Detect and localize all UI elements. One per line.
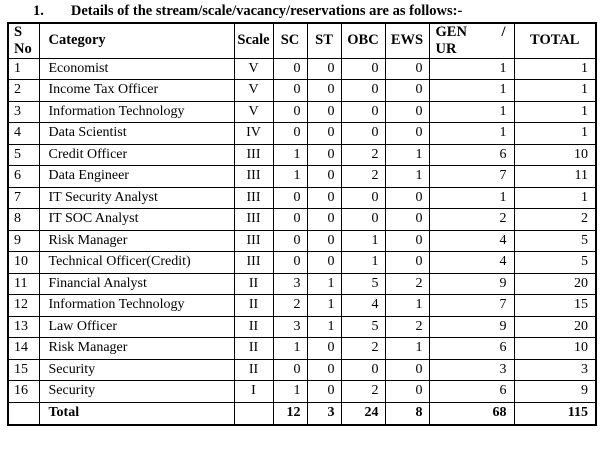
total-row — [8, 402, 596, 425]
cell-obc: 0 — [341, 359, 385, 381]
table-row — [8, 316, 596, 338]
table-row — [8, 252, 596, 274]
table-row — [8, 101, 596, 123]
cell-s-no: 8 — [8, 209, 39, 231]
cell-scale: II — [234, 359, 273, 381]
cell-gen-ur: 9 — [429, 316, 514, 338]
cell-sc: 1 — [273, 144, 307, 166]
cell-category: IT Security Analyst — [39, 187, 234, 209]
cell-category: Data Scientist — [39, 123, 234, 145]
cell-scale: II — [234, 316, 273, 338]
cell-gen-ur: 4 — [429, 252, 514, 274]
cell-gen-ur: 4 — [429, 230, 514, 252]
cell-obc: 2 — [341, 166, 385, 188]
cell-sc: 1 — [273, 166, 307, 188]
cell-ews: 1 — [385, 338, 429, 360]
cell-obc: 0 — [341, 80, 385, 102]
cell-ews: 0 — [385, 101, 429, 123]
cell-s-no: 15 — [8, 359, 39, 381]
table-row — [8, 209, 596, 231]
header-ews: EWS — [385, 23, 429, 58]
cell-gen-ur: 6 — [429, 381, 514, 403]
cell-scale: I — [234, 381, 273, 403]
cell-gen-ur: 1 — [429, 58, 514, 80]
cell-scale: III — [234, 187, 273, 209]
cell-st: 0 — [307, 80, 341, 102]
cell-total: 1 — [514, 187, 596, 209]
cell-ews: 0 — [385, 123, 429, 145]
cell-s-no: 7 — [8, 187, 39, 209]
cell-sc: 1 — [273, 338, 307, 360]
header-gen-label: GEN — [435, 24, 467, 41]
cell-obc: 5 — [341, 316, 385, 338]
cell-total: 2 — [514, 209, 596, 231]
cell-st: 1 — [307, 316, 341, 338]
table-row — [8, 230, 596, 252]
table-row — [8, 359, 596, 381]
cell-sc: 0 — [273, 252, 307, 274]
cell-ews: 0 — [385, 80, 429, 102]
cell-ews: 1 — [385, 166, 429, 188]
cell-st: 0 — [307, 338, 341, 360]
cell-ews: 0 — [385, 209, 429, 231]
cell-category: Information Technology — [39, 295, 234, 317]
cell-total: 20 — [514, 316, 596, 338]
cell-gen-ur: 7 — [429, 295, 514, 317]
cell-category: Data Engineer — [39, 166, 234, 188]
cell-total: 1 — [514, 101, 596, 123]
cell-category: Financial Analyst — [39, 273, 234, 295]
cell-s-no: 16 — [8, 381, 39, 403]
header-s-no-line1: S — [14, 24, 23, 41]
cell-st: 0 — [307, 101, 341, 123]
cell-s-no: 3 — [8, 101, 39, 123]
cell-category: Technical Officer(Credit) — [39, 252, 234, 274]
cell-st: 0 — [307, 166, 341, 188]
table-row — [8, 187, 596, 209]
cell-total: 15 — [514, 295, 596, 317]
cell-category: Economist — [39, 58, 234, 80]
cell-scale: II — [234, 338, 273, 360]
cell-total: 5 — [514, 252, 596, 274]
cell-s-no: 14 — [8, 338, 39, 360]
header-obc: OBC — [341, 23, 385, 58]
cell-total: 5 — [514, 230, 596, 252]
cell-sc: 2 — [273, 295, 307, 317]
cell-s-no: 1 — [8, 58, 39, 80]
cell-obc: 0 — [341, 101, 385, 123]
cell-category: Income Tax Officer — [39, 80, 234, 102]
cell-gen-ur: 9 — [429, 273, 514, 295]
cell-category: Security — [39, 359, 234, 381]
cell-gen-ur: 6 — [429, 144, 514, 166]
table-body — [8, 58, 596, 402]
cell-st: 0 — [307, 209, 341, 231]
header-gen-ur — [429, 23, 514, 58]
cell-st: 1 — [307, 295, 341, 317]
cell-total: 10 — [514, 338, 596, 360]
cell-sc: 3 — [273, 316, 307, 338]
cell-scale: III — [234, 230, 273, 252]
cell-total: 1 — [514, 123, 596, 145]
cell-ews: 0 — [385, 252, 429, 274]
cell-scale: IV — [234, 123, 273, 145]
header-category: Category — [39, 23, 234, 58]
cell-s-no: 9 — [8, 230, 39, 252]
cell-st: 0 — [307, 381, 341, 403]
cell-gen-ur: 1 — [429, 123, 514, 145]
cell-obc: 5 — [341, 273, 385, 295]
cell-category: Risk Manager — [39, 338, 234, 360]
header-s-no-line2: No — [14, 40, 32, 57]
cell-total: 1 — [514, 58, 596, 80]
header-sc: SC — [273, 23, 307, 58]
cell-ews: 2 — [385, 273, 429, 295]
total-cell-scale — [234, 402, 273, 425]
cell-ews: 1 — [385, 144, 429, 166]
cell-st: 0 — [307, 123, 341, 145]
header-ur-label: UR — [435, 40, 457, 57]
header-total: TOTAL — [514, 23, 596, 58]
cell-total: 10 — [514, 144, 596, 166]
cell-total: 11 — [514, 166, 596, 188]
cell-scale: III — [234, 166, 273, 188]
cell-obc: 0 — [341, 187, 385, 209]
cell-st: 0 — [307, 144, 341, 166]
total-cell-s-no — [8, 402, 39, 425]
cell-sc: 3 — [273, 273, 307, 295]
table-row — [8, 123, 596, 145]
cell-s-no: 11 — [8, 273, 39, 295]
cell-obc: 0 — [341, 58, 385, 80]
table-header — [8, 23, 596, 58]
cell-ews: 0 — [385, 230, 429, 252]
cell-obc: 1 — [341, 252, 385, 274]
total-cell-sc: 12 — [273, 402, 307, 425]
cell-s-no: 2 — [8, 80, 39, 102]
cell-sc: 0 — [273, 209, 307, 231]
cell-sc: 0 — [273, 230, 307, 252]
table-row — [8, 80, 596, 102]
cell-s-no: 10 — [8, 252, 39, 274]
cell-scale: V — [234, 101, 273, 123]
cell-gen-ur: 1 — [429, 101, 514, 123]
table-row — [8, 295, 596, 317]
cell-category: Credit Officer — [39, 144, 234, 166]
cell-obc: 4 — [341, 295, 385, 317]
cell-sc: 0 — [273, 101, 307, 123]
header-gen-ur-line1 — [430, 24, 514, 41]
cell-sc: 0 — [273, 58, 307, 80]
cell-s-no: 5 — [8, 144, 39, 166]
cell-ews: 0 — [385, 187, 429, 209]
cell-st: 0 — [307, 58, 341, 80]
table-row — [8, 338, 596, 360]
cell-obc: 1 — [341, 230, 385, 252]
cell-scale: III — [234, 252, 273, 274]
total-cell-label: Total — [39, 402, 234, 425]
cell-category: Security — [39, 381, 234, 403]
cell-obc: 2 — [341, 144, 385, 166]
table-row — [8, 273, 596, 295]
cell-total: 1 — [514, 80, 596, 102]
cell-gen-ur: 1 — [429, 80, 514, 102]
table-row — [8, 381, 596, 403]
cell-category: Information Technology — [39, 101, 234, 123]
header-s-no — [8, 23, 39, 58]
cell-scale: III — [234, 144, 273, 166]
cell-st: 0 — [307, 359, 341, 381]
cell-s-no: 6 — [8, 166, 39, 188]
cell-ews: 0 — [385, 359, 429, 381]
cell-gen-ur: 1 — [429, 187, 514, 209]
heading-text: Details of the stream/scale/vacancy/reservations are as follows:- — [70, 3, 463, 19]
cell-st: 0 — [307, 230, 341, 252]
cell-total: 20 — [514, 273, 596, 295]
cell-ews: 0 — [385, 58, 429, 80]
total-cell-st: 3 — [307, 402, 341, 425]
cell-sc: 0 — [273, 359, 307, 381]
cell-obc: 0 — [341, 123, 385, 145]
cell-st: 1 — [307, 273, 341, 295]
table-total — [8, 402, 596, 425]
table-row — [8, 166, 596, 188]
cell-s-no: 12 — [8, 295, 39, 317]
cell-scale: II — [234, 295, 273, 317]
cell-category: Risk Manager — [39, 230, 234, 252]
header-st: ST — [307, 23, 341, 58]
cell-sc: 0 — [273, 123, 307, 145]
cell-ews: 0 — [385, 381, 429, 403]
header-scale: Scale — [234, 23, 273, 58]
heading-number: 1. — [33, 3, 44, 19]
cell-s-no: 13 — [8, 316, 39, 338]
cell-st: 0 — [307, 252, 341, 274]
total-cell-gen-ur: 68 — [429, 402, 514, 425]
table-row — [8, 144, 596, 166]
cell-gen-ur: 7 — [429, 166, 514, 188]
cell-scale: III — [234, 209, 273, 231]
cell-s-no: 4 — [8, 123, 39, 145]
total-cell-obc: 24 — [341, 402, 385, 425]
cell-gen-ur: 3 — [429, 359, 514, 381]
table-row — [8, 58, 596, 80]
cell-category: IT SOC Analyst — [39, 209, 234, 231]
cell-category: Law Officer — [39, 316, 234, 338]
cell-obc: 2 — [341, 338, 385, 360]
cell-sc: 1 — [273, 381, 307, 403]
cell-ews: 2 — [385, 316, 429, 338]
cell-st: 0 — [307, 187, 341, 209]
cell-obc: 2 — [341, 381, 385, 403]
cell-total: 3 — [514, 359, 596, 381]
cell-gen-ur: 2 — [429, 209, 514, 231]
cell-sc: 0 — [273, 187, 307, 209]
header-row — [8, 23, 596, 58]
cell-sc: 0 — [273, 80, 307, 102]
cell-total: 9 — [514, 381, 596, 403]
header-gen-slash: / — [501, 24, 506, 41]
cell-scale: V — [234, 58, 273, 80]
total-cell-ews: 8 — [385, 402, 429, 425]
total-cell-total: 115 — [514, 402, 596, 425]
vacancy-table — [7, 22, 597, 426]
heading — [33, 1, 462, 21]
cell-ews: 1 — [385, 295, 429, 317]
cell-gen-ur: 6 — [429, 338, 514, 360]
cell-obc: 0 — [341, 209, 385, 231]
cell-scale: V — [234, 80, 273, 102]
cell-scale: II — [234, 273, 273, 295]
